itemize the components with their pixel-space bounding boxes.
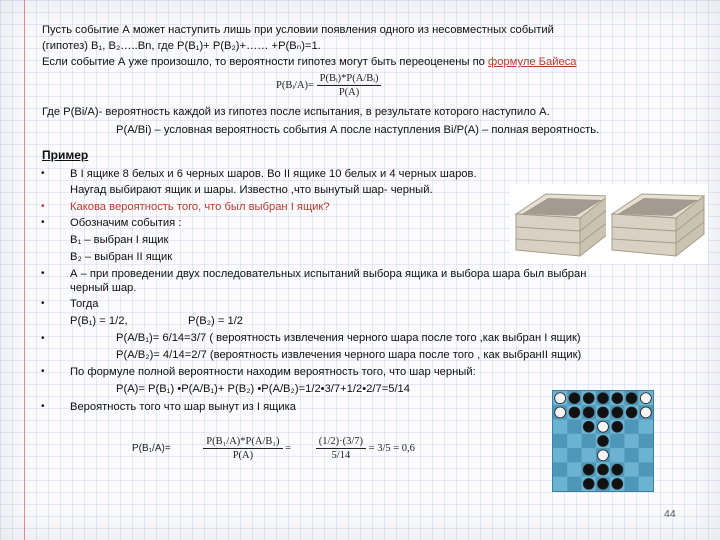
- conditional-prob-2: P(A/B₂)= 4/14=2/7 (вероятность извлечения черного шара после того , как выбранII ящик): [116, 349, 582, 361]
- where-line-1: Где P(Bi/A)- вероятность каждой из гипотез после испытания, в результате которого наступило А.: [42, 106, 550, 118]
- event-b2-definition: B₂ – выбран II ящик: [70, 251, 173, 263]
- wooden-crate-image-1: [510, 184, 612, 264]
- black-ball: [598, 436, 609, 447]
- bayes-formula-numerator: P(Bᵢ)*P(A/Bᵢ): [317, 73, 382, 86]
- black-ball: [583, 393, 594, 404]
- wooden-crate-icon: [510, 184, 612, 264]
- board-square: [582, 448, 596, 462]
- bayes-formula-denominator: P(A): [338, 87, 360, 98]
- white-ball: [555, 407, 566, 418]
- board-square: [610, 448, 624, 462]
- board-square: [624, 434, 638, 448]
- black-ball: [612, 464, 623, 475]
- final-formula-fraction-2: [316, 436, 366, 461]
- page-number: 44: [664, 508, 676, 520]
- final-formula-equals: =: [285, 442, 292, 454]
- black-ball: [626, 393, 637, 404]
- board-square: [553, 462, 567, 476]
- final-formula-fraction-1: [203, 436, 282, 461]
- white-ball: [640, 393, 651, 404]
- bullet-dot: •: [41, 298, 45, 309]
- board-square: [553, 448, 567, 462]
- prob-b1: P(B₁) = 1/2,: [70, 315, 128, 327]
- intro-line-3: [42, 54, 577, 70]
- board-square: [567, 434, 581, 448]
- bullet-dot: •: [41, 201, 45, 212]
- final-formula-fraction-1-den: P(A): [232, 450, 254, 461]
- board-square: [567, 420, 581, 434]
- board-square: [639, 462, 653, 476]
- example-bullet-8: Вероятность того что шар вынут из I ящика: [70, 401, 297, 413]
- example-bullet-1-line-1: В I ящике 8 белых и 6 черных шаров. Во II ящике 10 белых и 4 черных шаров.: [70, 168, 477, 180]
- board-square: [567, 477, 581, 491]
- event-a-definition-line-1: А – при проведении двух последовательных испытаний выбора ящика и выбора шара был выбран: [70, 268, 587, 280]
- white-ball: [640, 407, 651, 418]
- event-a-definition-line-2: черный шар.: [70, 282, 137, 294]
- bullet-dot: •: [41, 366, 45, 377]
- intro-line-1: Пусть событие А может наступить лишь при условии появления одного из несовместных событий: [42, 24, 554, 36]
- final-formula: [132, 436, 415, 461]
- final-formula-fraction-2-num: (1/2)·(3/7): [316, 436, 366, 449]
- example-question: Какова вероятность того, что был выбран I ящик?: [70, 201, 330, 213]
- bullet-dot: •: [41, 168, 45, 179]
- example-heading: Пример: [42, 148, 89, 162]
- black-ball: [612, 478, 623, 489]
- total-probability-intro: По формуле полной вероятности находим вероятность того, что шар черный:: [70, 366, 476, 378]
- final-formula-lhs: P(B₁/A)=: [132, 442, 171, 454]
- black-ball: [598, 407, 609, 418]
- bayes-formula-link[interactable]: формуле Байеса: [488, 56, 577, 68]
- board-square: [553, 477, 567, 491]
- black-ball: [626, 407, 637, 418]
- conditional-prob-1: P(A/B₁)= 6/14=3/7 ( вероятность извлечения черного шара после того ,как выбран I ящик): [116, 332, 581, 344]
- board-square: [639, 434, 653, 448]
- white-ball: [598, 450, 609, 461]
- wooden-crate-image-2: [606, 184, 708, 264]
- black-ball: [569, 407, 580, 418]
- white-ball: [598, 421, 609, 432]
- board-square: [624, 448, 638, 462]
- board-square: [567, 462, 581, 476]
- black-ball: [569, 393, 580, 404]
- board-square: [639, 420, 653, 434]
- event-b1-definition: B₁ – выбран I ящик: [70, 234, 169, 246]
- bullet-dot: •: [41, 268, 45, 279]
- black-ball: [583, 421, 594, 432]
- final-formula-result: = 3/5 = 0,6: [368, 442, 415, 454]
- example-bullet-3: Обозначим события :: [70, 217, 182, 229]
- black-ball: [598, 464, 609, 475]
- example-bullet-5: Тогда: [70, 298, 99, 310]
- wooden-crate-icon: [606, 184, 708, 264]
- black-ball: [583, 478, 594, 489]
- intro-line-3-text: Если событие А уже произошло, то вероятности гипотез могут быть переоценены по: [42, 56, 488, 68]
- prob-b2: P(B₂) = 1/2: [188, 315, 244, 327]
- white-ball: [555, 393, 566, 404]
- board-square: [553, 434, 567, 448]
- bayes-formula-lhs: P(Bᵢ/A)=: [276, 79, 314, 91]
- board-square: [639, 477, 653, 491]
- black-ball: [598, 478, 609, 489]
- board-square: [567, 448, 581, 462]
- black-ball: [598, 393, 609, 404]
- bayes-formula: [276, 73, 381, 98]
- board-square: [624, 420, 638, 434]
- board-square: [624, 477, 638, 491]
- ball-board-grid: [553, 391, 653, 491]
- black-ball: [612, 421, 623, 432]
- board-square: [582, 434, 596, 448]
- black-ball: [583, 407, 594, 418]
- bullet-dot: •: [41, 217, 45, 228]
- bullet-dot: •: [41, 333, 45, 344]
- black-ball: [612, 393, 623, 404]
- intro-line-2: (гипотез) B₁, B₂…..Bn, где P(B₁)+ P(B₂)+…… +P(Bₙ)=1.: [42, 40, 321, 52]
- ball-board-image: [552, 390, 654, 492]
- bayes-formula-fraction: [317, 73, 382, 98]
- final-formula-fraction-1-num: P(B₁/A)*P(A/B₁): [203, 436, 282, 449]
- black-ball: [612, 407, 623, 418]
- final-formula-fraction-2-den: 5/14: [331, 450, 351, 461]
- where-line-2: P(A/Bi) – условная вероятность события А после наступления Bi/P(A) – полная вероятность.: [116, 124, 600, 136]
- board-square: [610, 434, 624, 448]
- board-square: [624, 462, 638, 476]
- example-bullet-1-line-2: Наугад выбирают ящик и шары. Известно ,что вынутый шар- черный.: [70, 184, 433, 196]
- total-probability-value: P(A)= P(B₁) •P(A/B₁)+ P(B₂) •P(A/B₂)=1/2•3/7+1/2•2/7=5/14: [116, 383, 410, 395]
- bullet-dot: •: [41, 401, 45, 412]
- black-ball: [583, 464, 594, 475]
- board-square: [639, 448, 653, 462]
- board-square: [553, 420, 567, 434]
